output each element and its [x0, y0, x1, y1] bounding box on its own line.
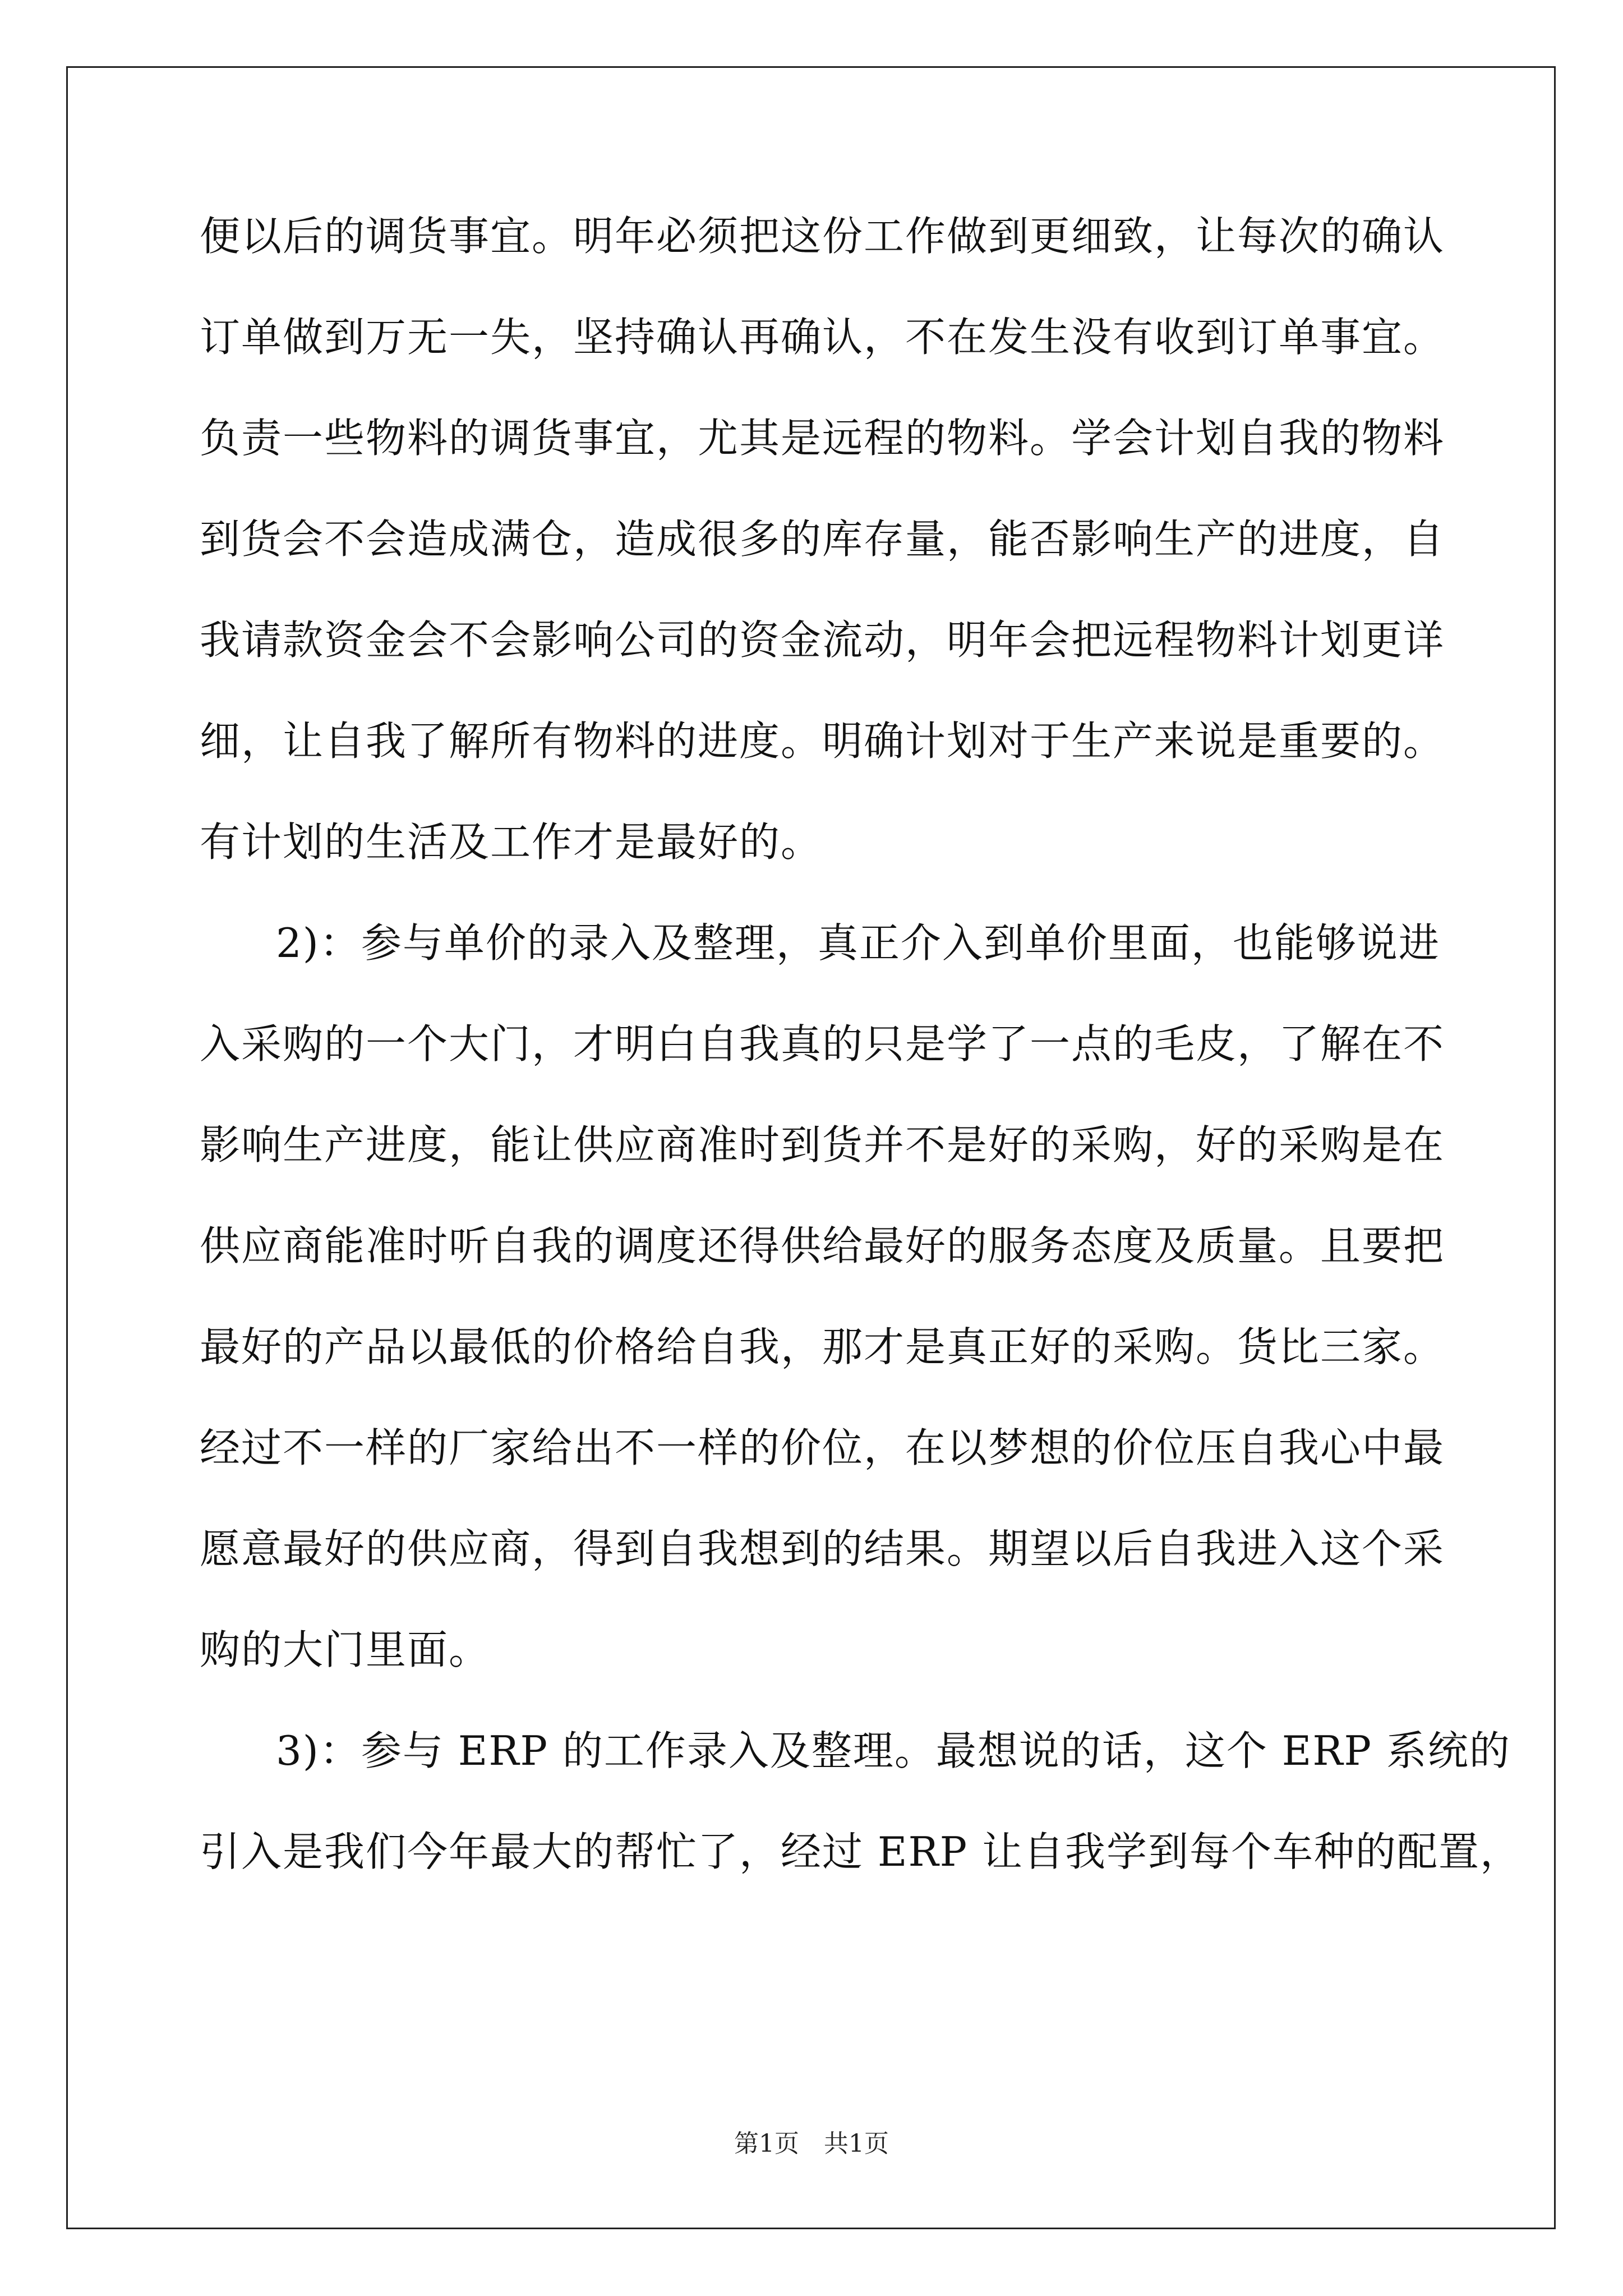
text-line: 我请款资金会不会影响公司的资金流动，明年会把远程物料计划更详	[200, 616, 1445, 664]
page-footer: 第1页 共1页	[734, 2129, 889, 2158]
text-line: 细，让自我了解所有物料的进度。明确计划对于生产来说是重要的。	[200, 717, 1445, 765]
text-line: 经过不一样的厂家给出不一样的价位，在以梦想的价位压自我心中最	[200, 1424, 1445, 1471]
text-line: 入采购的一个大门，才明白自我真的只是学了一点的毛皮，了解在不	[200, 1020, 1445, 1068]
text-line: 负责一些物料的调货事宜，尤其是远程的物料。学会计划自我的物料	[200, 415, 1445, 462]
text-line: 最好的产品以最低的价格给自我，那才是真正好的采购。货比三家。	[200, 1323, 1445, 1370]
text-line: 愿意最好的供应商，得到自我想到的结果。期望以后自我进入这个采	[200, 1525, 1445, 1572]
paragraph-start-line: 2)：参与单价的录入及整理，真正介入到单价里面，也能够说进	[276, 919, 1440, 967]
text-line: 影响生产进度，能让供应商准时到货并不是好的采购，好的采购是在	[200, 1121, 1445, 1168]
text-line: 有计划的生活及工作才是最好的。	[200, 818, 823, 866]
text-line: 订单做到万无一失，坚持确认再确认，不在发生没有收到订单事宜。	[200, 314, 1445, 361]
text-line: 引入是我们今年最大的帮忙了，经过 ERP 让自我学到每个车种的配置，	[200, 1828, 1521, 1875]
text-line: 到货会不会造成满仓，造成很多的库存量，能否影响生产的进度，自	[200, 516, 1445, 563]
document-body	[200, 213, 1521, 1932]
text-line: 购的大门里面。	[200, 1626, 491, 1673]
text-line: 便以后的调货事宜。明年必须把这份工作做到更细致，让每次的确认	[200, 213, 1445, 260]
text-line: 供应商能准时听自我的调度还得供给最好的服务态度及质量。且要把	[200, 1222, 1445, 1269]
paragraph-start-line: 3)：参与 ERP 的工作录入及整理。最想说的话，这个 ERP 系统的	[276, 1727, 1511, 1774]
